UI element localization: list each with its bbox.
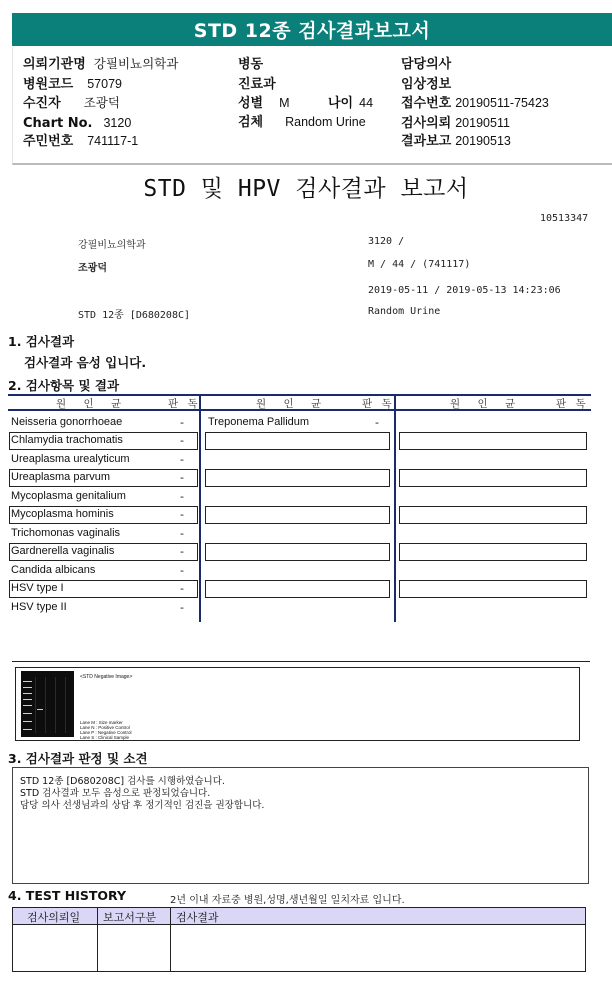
marker-band bbox=[23, 693, 32, 694]
ward-label: 병동 bbox=[238, 57, 264, 72]
sex-value: M bbox=[279, 96, 290, 110]
empty-cell-box bbox=[205, 506, 390, 524]
gel-electrophoresis-image bbox=[21, 671, 74, 737]
empty-cell-box bbox=[399, 543, 587, 561]
organism-result: - bbox=[180, 471, 184, 484]
request-value: 20190511 bbox=[455, 116, 510, 130]
gel-image-panel bbox=[15, 667, 580, 741]
doctor-row bbox=[401, 56, 451, 73]
organism-result: - bbox=[180, 453, 184, 466]
organism-name: Ureaplasma parvum bbox=[11, 471, 111, 483]
receipt-label: 접수번호 bbox=[401, 96, 452, 111]
organism-result: - bbox=[180, 527, 184, 540]
organism-name: Mycoplasma genitalium bbox=[11, 490, 126, 502]
doc-patient: 조광덕 bbox=[78, 263, 107, 274]
opinion-box bbox=[12, 767, 589, 884]
organism-result: - bbox=[180, 508, 184, 521]
grid-divider bbox=[199, 394, 201, 622]
report-date-row bbox=[401, 133, 511, 150]
department-row bbox=[238, 76, 276, 93]
organism-name: HSV type II bbox=[11, 601, 67, 613]
patient-value: 조광덕 bbox=[83, 96, 120, 110]
organism-result: - bbox=[375, 416, 379, 429]
history-col-request-date: 검사의뢰일 bbox=[27, 911, 81, 924]
grid-divider bbox=[394, 394, 396, 622]
receipt-value: 20190511-75423 bbox=[455, 96, 549, 110]
organism-name: Trichomonas vaginalis bbox=[11, 527, 121, 539]
organism-name: Neisseria gonorrhoeae bbox=[11, 416, 123, 428]
organism-name: Mycoplasma hominis bbox=[11, 508, 114, 520]
receipt-row bbox=[401, 95, 549, 112]
empty-cell-box bbox=[205, 543, 390, 561]
test-history-table bbox=[12, 907, 586, 972]
request-row bbox=[401, 115, 510, 132]
resident-value: 741117-1 bbox=[87, 134, 139, 148]
section1-heading: 1. 검사결과 bbox=[8, 334, 75, 349]
ward-row bbox=[238, 56, 263, 73]
history-col-result: 검사결과 bbox=[176, 911, 219, 924]
reference-number: 10513347 bbox=[540, 213, 589, 224]
age-value: 44 bbox=[359, 96, 374, 110]
sex-row bbox=[238, 95, 290, 112]
empty-cell-box bbox=[205, 469, 390, 487]
gel-caption: <STD Negative Image> bbox=[80, 674, 133, 680]
specimen-label: 검체 bbox=[238, 115, 264, 130]
history-header-row bbox=[13, 908, 585, 925]
col3-organism-header: 원 인 균 bbox=[450, 398, 523, 410]
department-label: 진료과 bbox=[238, 77, 276, 92]
organism-name: Gardnerella vaginalis bbox=[11, 545, 115, 557]
empty-cell-box bbox=[399, 432, 587, 450]
patient-row bbox=[23, 95, 120, 112]
opinion-line: STD 검사결과 모두 음성으로 판정되었습니다. bbox=[20, 788, 211, 799]
specimen-row bbox=[238, 114, 366, 131]
resident-row bbox=[23, 133, 138, 150]
doc-dates: 2019-05-11 / 2019-05-13 14:23:06 bbox=[368, 285, 561, 296]
gel-lane bbox=[55, 677, 56, 733]
doc-test-name: STD 12종 [D680208C] bbox=[78, 310, 191, 321]
opinion-line: 담당 의사 선생님과의 상담 후 정기적인 검진을 권장합니다. bbox=[20, 800, 265, 811]
col1-result-header: 판 독 bbox=[168, 398, 201, 410]
organism-result: - bbox=[180, 601, 184, 614]
doc-sex-age: M / 44 / (741117) bbox=[368, 259, 471, 270]
organism-result: - bbox=[180, 545, 184, 558]
doctor-label: 담당의사 bbox=[401, 57, 452, 72]
sex-label: 성별 bbox=[238, 96, 264, 111]
specimen-value: Random Urine bbox=[285, 115, 366, 129]
gel-lane bbox=[65, 677, 66, 733]
gel-legend-line: Lane N : Positive Control bbox=[80, 725, 130, 730]
gel-legend-line: Lane S : Clinical Sample bbox=[80, 735, 130, 740]
age-row bbox=[328, 95, 373, 112]
age-label: 나이 bbox=[328, 96, 354, 111]
patient-label: 수진자 bbox=[23, 96, 61, 111]
sample-band bbox=[37, 709, 43, 710]
empty-cell-box bbox=[205, 580, 390, 598]
chart-label: Chart No. bbox=[23, 116, 93, 131]
empty-cell-box bbox=[399, 580, 587, 598]
section2-heading: 2. 검사항목 및 결과 bbox=[8, 378, 120, 393]
organism-name: Candida albicans bbox=[11, 564, 96, 576]
marker-band bbox=[23, 705, 32, 706]
empty-cell-box bbox=[399, 469, 587, 487]
hospital-code-value: 57079 bbox=[87, 77, 122, 91]
report-title-bar bbox=[12, 13, 612, 46]
resident-label: 주민번호 bbox=[23, 134, 74, 149]
opinion-line: STD 12종 [D680208C] 검사를 시행하였습니다. bbox=[20, 776, 225, 787]
result-summary: 검사결과 음성 입니다. bbox=[24, 355, 147, 370]
institution-row bbox=[23, 56, 178, 73]
results-grid bbox=[8, 394, 591, 622]
clinical-label: 임상정보 bbox=[401, 77, 452, 92]
chart-value: 3120 bbox=[103, 116, 132, 130]
request-label: 검사의뢰 bbox=[401, 116, 452, 131]
marker-band bbox=[23, 687, 32, 688]
organism-result: - bbox=[180, 416, 184, 429]
history-col-report-type: 보고서구분 bbox=[103, 911, 157, 924]
col2-organism-header: 원 인 균 bbox=[256, 398, 329, 410]
empty-cell-box bbox=[399, 506, 587, 524]
institution-value: 강필비뇨의학과 bbox=[93, 57, 179, 71]
gel-lane bbox=[35, 677, 36, 733]
col3-result-header: 판 독 bbox=[556, 398, 589, 410]
marker-band bbox=[23, 729, 32, 730]
section4-heading: 4. TEST HISTORY bbox=[8, 888, 127, 903]
col1-organism-header: 원 인 균 bbox=[56, 398, 129, 410]
organism-result: - bbox=[180, 434, 184, 447]
organism-result: - bbox=[180, 564, 184, 577]
hospital-code-label: 병원코드 bbox=[23, 77, 74, 92]
section3-heading: 3. 검사결과 판정 및 소견 bbox=[8, 751, 148, 766]
organism-name: Ureaplasma urealyticum bbox=[11, 453, 130, 465]
hospital-code-row bbox=[23, 76, 122, 93]
report-date-value: 20190513 bbox=[455, 134, 511, 148]
organism-name: Treponema Pallidum bbox=[208, 416, 310, 428]
gel-lane bbox=[45, 677, 46, 733]
document-title: STD 및 HPV 검사결과 보고서 bbox=[143, 176, 469, 202]
marker-band bbox=[23, 681, 32, 682]
chart-row bbox=[23, 115, 131, 132]
report-title: STD 12종 검사결과보고서 bbox=[193, 20, 431, 42]
marker-band bbox=[23, 721, 32, 722]
history-note: 2년 이내 자료중 병원,성명,생년월일 일치자료 입니다. bbox=[170, 895, 405, 906]
image-divider bbox=[12, 661, 590, 662]
gel-legend-line: Lane M : Size marker bbox=[80, 720, 123, 725]
marker-band bbox=[23, 699, 32, 700]
organism-result: - bbox=[180, 490, 184, 503]
empty-cell-box bbox=[205, 432, 390, 450]
history-column-divider bbox=[170, 908, 171, 971]
institution-label: 의뢰기관명 bbox=[23, 57, 86, 72]
clinical-row bbox=[401, 76, 451, 93]
col2-result-header: 판 독 bbox=[362, 398, 395, 410]
history-column-divider bbox=[97, 908, 98, 971]
organism-name: Chlamydia trachomatis bbox=[11, 434, 123, 446]
doc-institution: 강필비뇨의학과 bbox=[78, 240, 146, 251]
report-date-label: 결과보고 bbox=[401, 134, 452, 149]
organism-name: HSV type I bbox=[11, 582, 64, 594]
organism-result: - bbox=[180, 582, 184, 595]
doc-chart: 3120 / bbox=[368, 236, 405, 247]
gel-legend-line: Lane P : Negative Control bbox=[80, 730, 132, 735]
marker-band bbox=[23, 713, 32, 714]
doc-specimen: Random Urine bbox=[368, 306, 441, 317]
patient-info-panel bbox=[12, 47, 612, 165]
